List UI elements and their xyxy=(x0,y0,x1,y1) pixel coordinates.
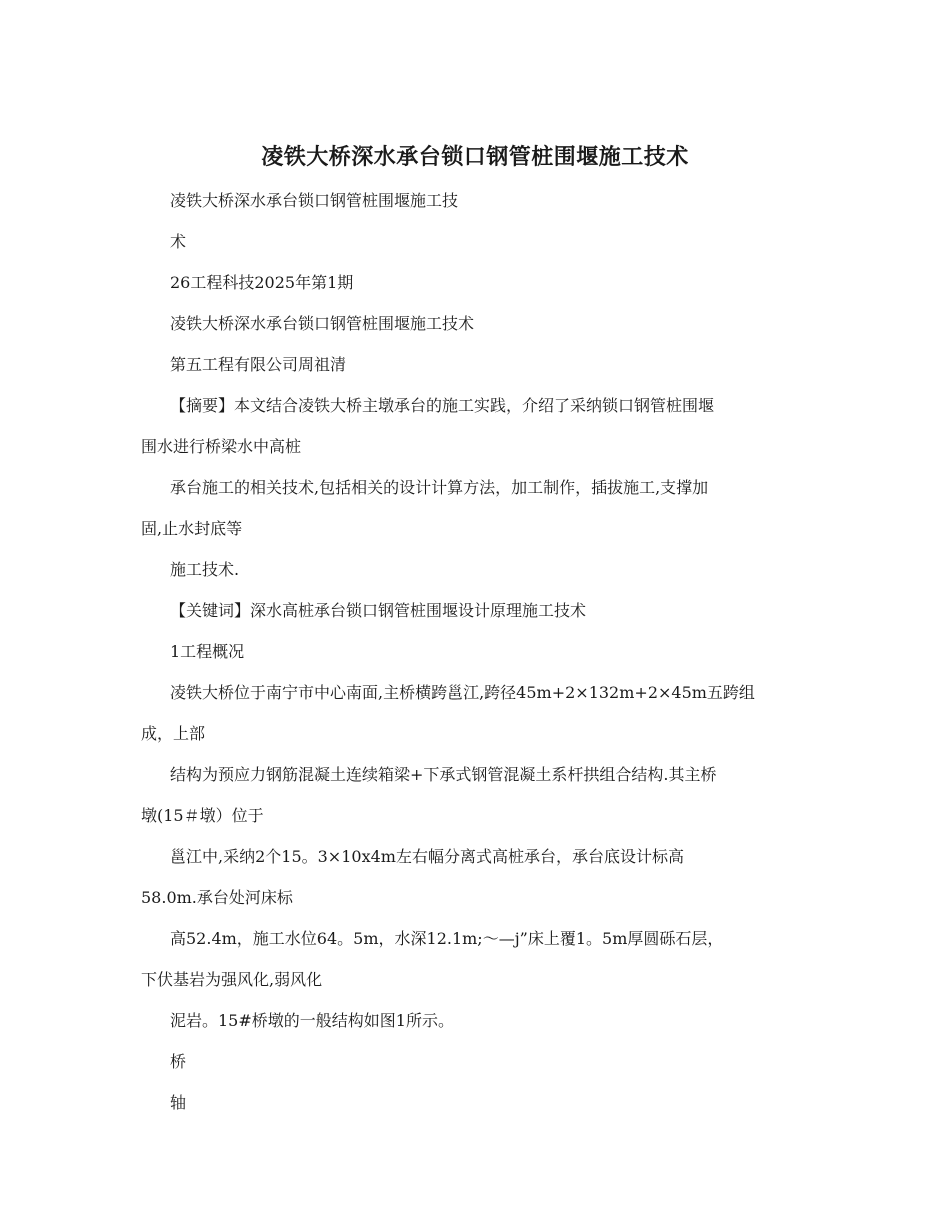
body-line: 泥岩。15#桥墩的一般结构如图1所示。 xyxy=(170,1011,454,1030)
keywords-line: 【关键词】深水高桩承台锁口钢管桩围堰设计原理施工技术 xyxy=(170,601,587,620)
document-title: 凌铁大桥深水承台锁口钢管桩围堰施工技术 xyxy=(261,144,689,170)
abstract-line: 固,止水封底等 xyxy=(141,519,243,538)
text-line: 术 xyxy=(170,232,187,251)
body-line: 58.0m.承台处河床标 xyxy=(141,888,293,907)
abstract-line: 【摘要】本文结合凌铁大桥主墩承台的施工实践，介绍了采纳锁口钢管桩围堰 xyxy=(170,396,715,415)
section-heading: 1工程概况 xyxy=(170,642,245,661)
text-line: 26工程科技2025年第1期 xyxy=(170,273,354,292)
body-line: 结构为预应力钢筋混凝土连续箱梁+下承式钢管混凝土系杆拱组合结构.其主桥 xyxy=(170,765,717,784)
body-line: 成，上部 xyxy=(141,724,206,743)
body-line: 轴 xyxy=(170,1093,187,1112)
abstract-line: 承台施工的相关技术,包括相关的设计计算方法，加工制作，插拔施工,支撑加 xyxy=(170,478,709,497)
body-line: 墩(15＃墩）位于 xyxy=(141,806,264,825)
author-line: 第五工程有限公司周祖清 xyxy=(170,355,347,374)
body-line: 凌铁大桥位于南宁市中心南面,主桥横跨邕江,跨径45m+2×132m+2×45m五跨组 xyxy=(170,683,755,702)
text-line: 凌铁大桥深水承台锁口钢管桩围堰施工技术 xyxy=(170,314,475,333)
body-line: 邕江中,采纳2个15。3×10x4m左右幅分离式高桩承台，承台底设计标高 xyxy=(170,847,684,866)
body-line: 桥 xyxy=(170,1052,187,1071)
body-line: 高52.4m，施工水位64。5m，水深12.1m;～—j”床上覆1。5m厚圆砾石层， xyxy=(170,929,724,948)
abstract-line: 施工技术. xyxy=(170,560,240,579)
body-line: 下伏基岩为强风化,弱风化 xyxy=(141,970,323,989)
text-line: 凌铁大桥深水承台锁口钢管桩围堰施工技 xyxy=(170,191,459,210)
abstract-line: 围水进行桥梁水中高桩 xyxy=(141,437,302,456)
